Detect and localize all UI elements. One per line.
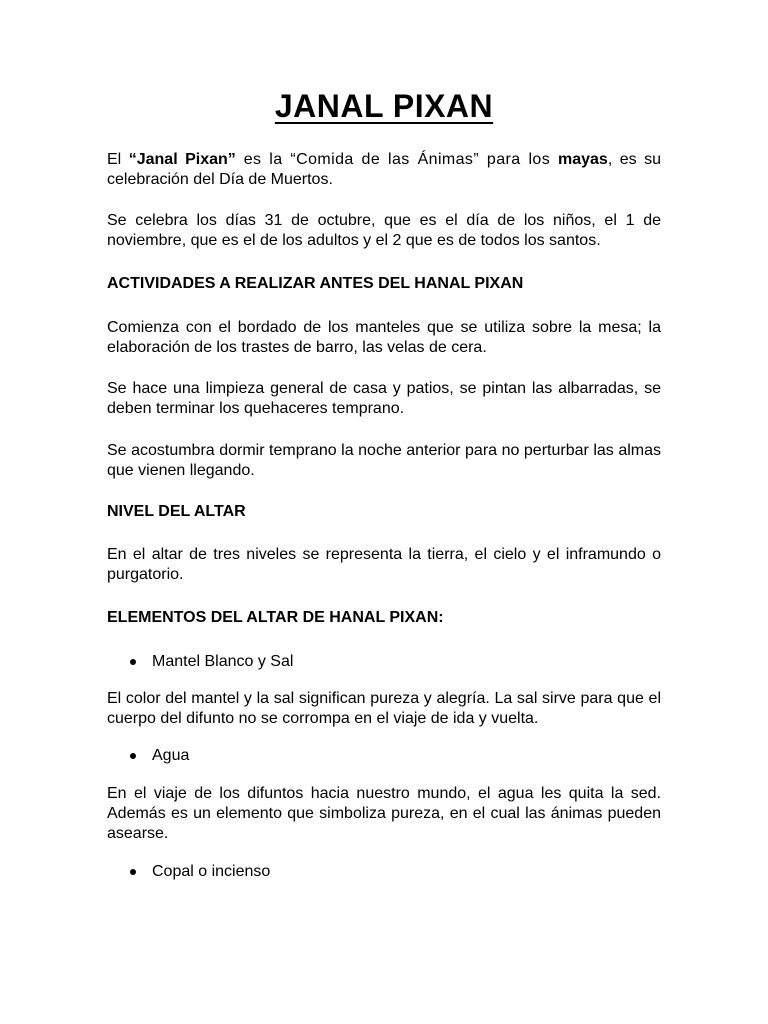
- intro-mayas: mayas: [557, 151, 608, 168]
- list-item-label: Copal o incienso: [152, 863, 271, 880]
- altar-level-heading: NIVEL DEL ALTAR: [107, 503, 246, 520]
- document-title: JANAL PIXAN: [274, 88, 494, 124]
- intro-text-1: El: [107, 151, 129, 168]
- activities-heading: ACTIVIDADES A REALIZAR ANTES DEL HANAL PIXAN: [107, 275, 524, 292]
- dates-paragraph: Se celebra los días 31 de octubre, que es el día de los niños, el 1 de noviembre, que es el de los adultos y el 2 que es de todos los santos.: [107, 212, 661, 249]
- bullet-dot-icon: [130, 753, 136, 759]
- list-item-label: Agua: [152, 747, 190, 764]
- altar-elements-heading: ELEMENTOS DEL ALTAR DE HANAL PIXAN:: [107, 609, 444, 626]
- list-item-description: En el viaje de los difuntos hacia nuestro mundo, el agua les quita la sed. Además es un elemento que simboliza pureza, en el cual las ánimas pueden asearse.: [107, 785, 661, 842]
- list-item-label: Mantel Blanco y Sal: [152, 653, 294, 670]
- activities-paragraph-2: Se hace una limpieza general de casa y patios, se pintan las albarradas, se deben terminar los quehaceres temprano.: [107, 380, 661, 417]
- intro-paragraph: [107, 150, 661, 190]
- intro-text-3: , es su celebración del Día de Muertos.: [107, 151, 662, 188]
- intro-term: “Janal Pixan”: [128, 151, 236, 168]
- activities-paragraph-1: Comienza con el bordado de los manteles que se utiliza sobre la mesa; la elaboración de los trastes de barro, las velas de cera.: [107, 319, 661, 356]
- intro-text-2: es la “Comida de las Ánimas” para los: [235, 151, 558, 168]
- altar-level-paragraph: En el altar de tres niveles se representa la tierra, el cielo y el inframundo o purgatorio.: [107, 546, 661, 583]
- activities-paragraph-3: Se acostumbra dormir temprano la noche anterior para no perturbar las almas que vienen llegando.: [107, 442, 661, 479]
- list-item-description: El color del mantel y la sal significan pureza y alegría. La sal sirve para que el cuerpo del difunto no se corrompa en el viaje de ida y vuelta.: [107, 690, 661, 727]
- bullet-dot-icon: [130, 869, 136, 875]
- bullet-dot-icon: [130, 659, 136, 665]
